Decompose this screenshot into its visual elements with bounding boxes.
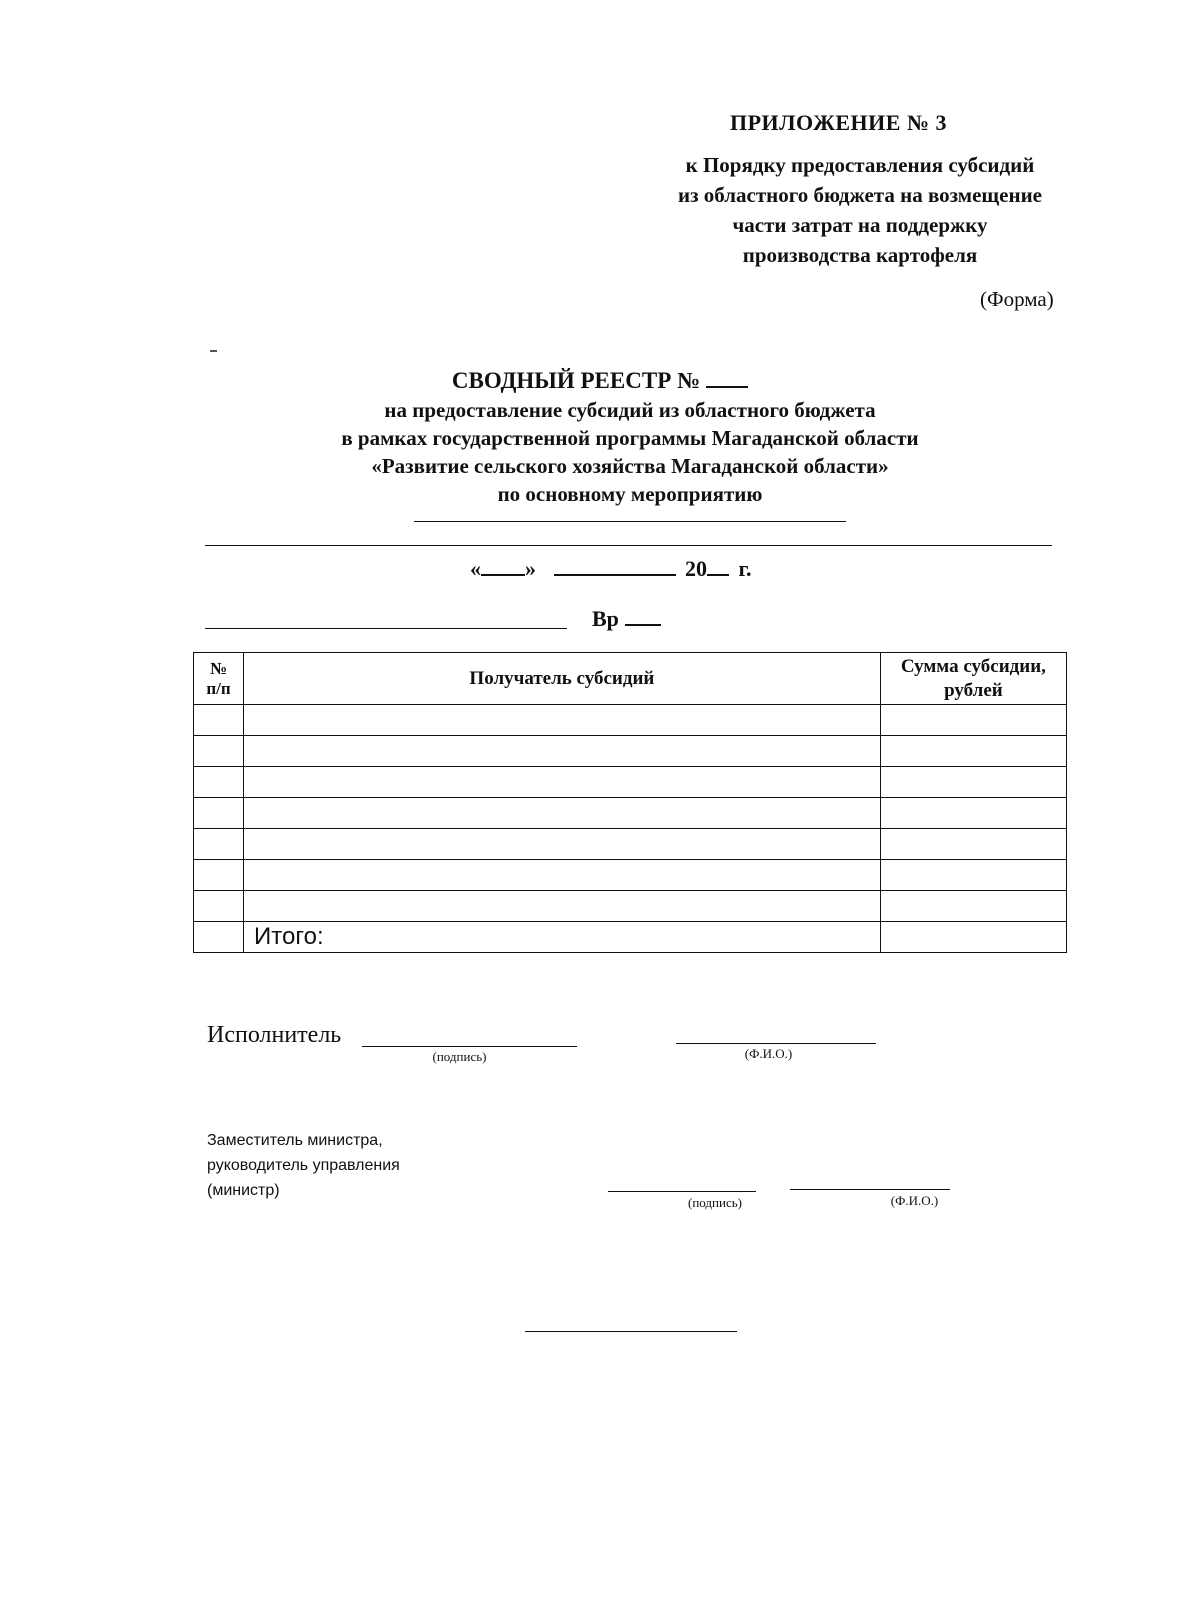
- appendix-line: части затрат на поддержку: [732, 213, 988, 237]
- appendix-line: производства картофеля: [742, 243, 978, 267]
- executor-signature-caption: (подпись): [432, 1049, 487, 1064]
- vr-number-blank[interactable]: [625, 606, 661, 626]
- executor-name-line[interactable]: [676, 1043, 876, 1044]
- sum-cell[interactable]: [880, 767, 1066, 798]
- recipient-cell[interactable]: [244, 860, 881, 891]
- row-number-cell[interactable]: [194, 705, 244, 736]
- deputy-signature-caption: (подпись): [688, 1195, 742, 1210]
- table-row: [194, 891, 1067, 922]
- appendix-title: ПРИЛОЖЕНИЕ № 3: [730, 110, 948, 135]
- recipient-cell[interactable]: [244, 798, 881, 829]
- year-prefix: 20: [685, 556, 707, 581]
- sum-cell[interactable]: [880, 891, 1066, 922]
- header-number: [194, 653, 244, 705]
- register-title-text: СВОДНЫЙ РЕЕСТР №: [451, 368, 701, 393]
- date-close-quote: »: [525, 556, 536, 581]
- register-number-blank[interactable]: [706, 368, 748, 388]
- executor-name-caption: (Ф.И.О.): [744, 1046, 793, 1061]
- vr-label: Вр: [592, 606, 619, 631]
- row-number-cell[interactable]: [194, 860, 244, 891]
- register-line: на предоставление субсидий из областного бюджета: [384, 398, 876, 422]
- sum-cell[interactable]: [880, 829, 1066, 860]
- table-header-row: [194, 653, 1067, 705]
- vr-line: [592, 606, 661, 632]
- table-row: [194, 798, 1067, 829]
- sum-cell[interactable]: [880, 798, 1066, 829]
- row-number-cell[interactable]: [194, 891, 244, 922]
- header-number-sign: №: [209, 658, 228, 678]
- header-sum: [880, 653, 1066, 705]
- total-label: Итого:: [244, 922, 881, 953]
- sum-cell[interactable]: [880, 736, 1066, 767]
- year-suffix: г.: [738, 556, 752, 581]
- recipient-cell[interactable]: [244, 736, 881, 767]
- month-blank[interactable]: [554, 556, 676, 576]
- register-table: [193, 652, 1067, 953]
- date-open-quote: «: [470, 556, 481, 581]
- table-row: [194, 860, 1067, 891]
- header-sum-line: Сумма субсидии,: [900, 655, 1046, 677]
- register-subtitle: [300, 396, 960, 508]
- date-line: [470, 556, 752, 582]
- deputy-signature-line[interactable]: [608, 1191, 756, 1192]
- recipient-cell[interactable]: [244, 829, 881, 860]
- header-recipient: Получатель субсидий: [244, 653, 881, 705]
- register-line: «Развитие сельского хозяйства Магаданской области»: [371, 454, 889, 478]
- total-row: [194, 922, 1067, 953]
- day-blank[interactable]: [481, 556, 525, 576]
- row-number-cell[interactable]: [194, 829, 244, 860]
- deputy-line: (министр): [207, 1182, 280, 1199]
- vr-left-blank[interactable]: [205, 628, 567, 629]
- activity-blank-line[interactable]: [414, 521, 846, 522]
- closing-rule: [525, 1331, 737, 1332]
- appendix-subtitle: [640, 150, 1080, 270]
- appendix-line: к Порядку предоставления субсидий: [685, 153, 1035, 177]
- register-title: [420, 368, 780, 394]
- deputy-line: Заместитель министра,: [207, 1132, 383, 1149]
- appendix-line: из областного бюджета на возмещение: [678, 183, 1042, 207]
- header-number-abbrev: п/п: [206, 678, 231, 698]
- form-label: (Форма): [980, 287, 1054, 311]
- row-number-cell[interactable]: [194, 736, 244, 767]
- table-row: [194, 705, 1067, 736]
- activity-continuation-line[interactable]: [205, 545, 1052, 546]
- deputy-line: руководитель управления: [207, 1157, 400, 1174]
- recipient-cell[interactable]: [244, 891, 881, 922]
- row-number-cell[interactable]: [194, 798, 244, 829]
- row-number-cell[interactable]: [194, 767, 244, 798]
- deputy-title: [207, 1128, 467, 1203]
- recipient-cell[interactable]: [244, 705, 881, 736]
- executor-label: Исполнитель: [207, 1022, 342, 1048]
- scan-mark: [210, 350, 217, 352]
- register-line: по основному мероприятию: [497, 482, 763, 506]
- table-row: [194, 829, 1067, 860]
- table-row: [194, 736, 1067, 767]
- recipient-cell[interactable]: [244, 767, 881, 798]
- table-row: [194, 767, 1067, 798]
- executor-signature-line[interactable]: [362, 1046, 577, 1047]
- total-sum-cell[interactable]: [880, 922, 1066, 953]
- header-sum-unit: рублей: [944, 679, 1003, 701]
- sum-cell[interactable]: [880, 860, 1066, 891]
- register-line: в рамках государственной программы Магаданской области: [341, 426, 919, 450]
- year-blank[interactable]: [707, 556, 729, 576]
- sum-cell[interactable]: [880, 705, 1066, 736]
- deputy-name-caption: (Ф.И.О.): [890, 1193, 939, 1208]
- table-body: [194, 705, 1067, 953]
- deputy-name-line[interactable]: [790, 1189, 950, 1190]
- total-number-cell: [194, 922, 244, 953]
